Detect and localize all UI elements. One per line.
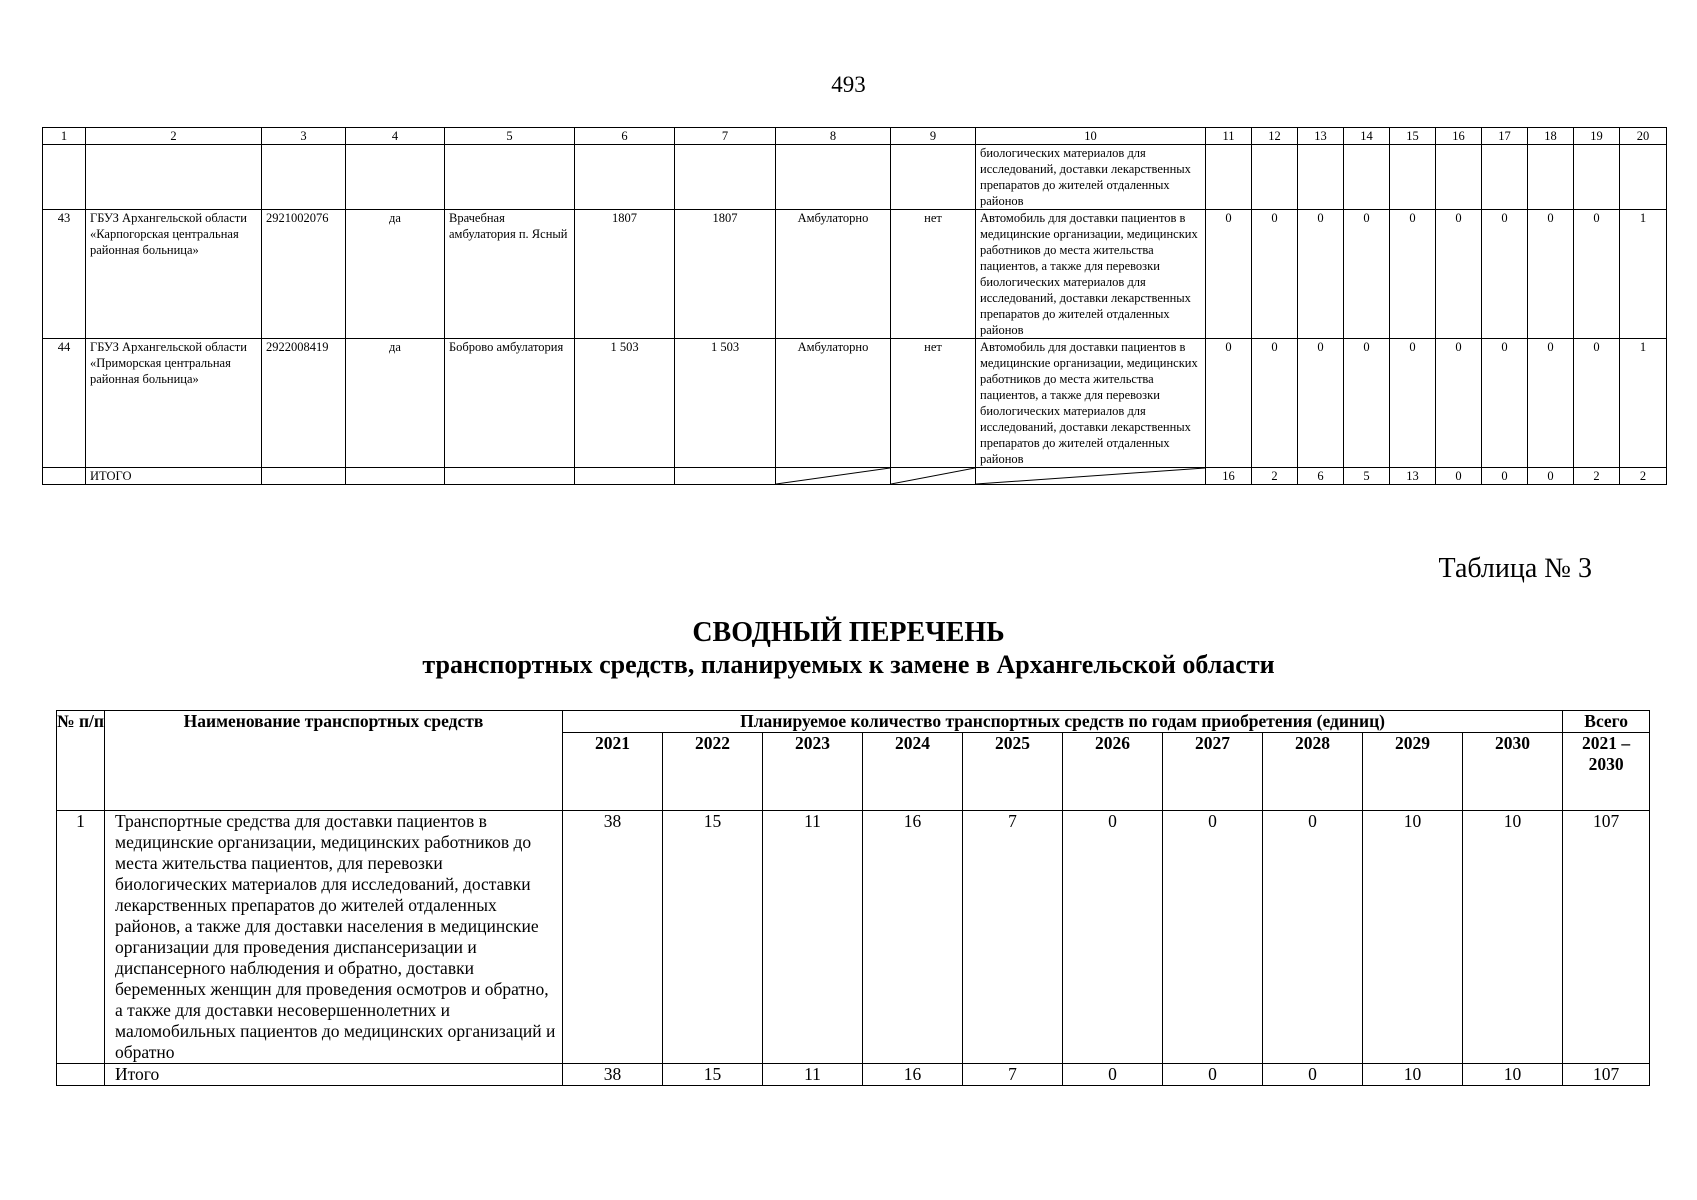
year-value: 7: [963, 811, 1063, 1064]
year-cell: 0: [1574, 339, 1620, 468]
year-value: 10: [1363, 811, 1463, 1064]
total-year-value: 11: [763, 1064, 863, 1086]
table-row: [43, 339, 1667, 468]
year-cell: 1: [1620, 210, 1667, 339]
col-header: 3: [262, 128, 346, 145]
document-title: СВОДНЫЙ ПЕРЕЧЕНЬ: [692, 617, 1005, 648]
year-cell: 0: [1298, 339, 1344, 468]
year-cell: 0: [1436, 339, 1482, 468]
inn-cell: 2921002076: [262, 210, 346, 339]
col-header: 12: [1252, 128, 1298, 145]
org-cell: ГБУЗ Архангельской области «Приморская центральная районная больница»: [86, 339, 262, 468]
inn-cell: 2922008419: [262, 339, 346, 468]
purpose-cell: Автомобиль для доставки пациентов в медицинские организации, медицинских работников до места жительства пациентов, а также для перевозки биологических материалов для исследований, доставки лекарственных препаратов до жителей отдаленных районов: [976, 210, 1206, 339]
year-header: 2028: [1263, 733, 1363, 811]
col-total-header: Всего: [1563, 711, 1650, 733]
col-header: 11: [1206, 128, 1252, 145]
col-header: 4: [346, 128, 445, 145]
year-cell: 0: [1482, 339, 1528, 468]
total-range-header: 2021 – 2030: [1563, 733, 1650, 811]
year-value: 0: [1163, 811, 1263, 1064]
row-total: 107: [1563, 811, 1650, 1064]
page-number: 493: [831, 72, 866, 97]
availability-cell: нет: [891, 210, 976, 339]
table-row: [43, 210, 1667, 339]
facilities-table-continuation: [42, 127, 1667, 485]
grand-total: 107: [1563, 1064, 1650, 1086]
year-cell: 0: [1390, 210, 1436, 339]
vehicles-summary-table: [56, 710, 1650, 1086]
col-num-header: № п/п: [57, 711, 105, 811]
total-year-value: 0: [1163, 1064, 1263, 1086]
col-header: 17: [1482, 128, 1528, 145]
col-header: 18: [1528, 128, 1574, 145]
header-row: [57, 711, 1650, 733]
year-header: 2030: [1463, 733, 1563, 811]
year-cell: 1: [1620, 339, 1667, 468]
total-year-value: 10: [1363, 1064, 1463, 1086]
total-year-cell: 13: [1390, 468, 1436, 485]
total-year-value: 7: [963, 1064, 1063, 1086]
total-year-cell: 0: [1482, 468, 1528, 485]
vehicle-name-cell: Транспортные средства для доставки пациентов в медицинские организации, медицинских работников до места жительства пациентов, для перевозки биологических материалов для исследований, доставки лекарственных препаратов до жителей отдаленных районов, а также для доставки населения в медицинские организации для проведения диспансеризации и диспансерного наблюдения и обратно, доставки беременных женщин для проведения осмотров и обратно, а также для доставки несовершеннолетних и маломобильных пациентов до медицинских организаций и обратно: [105, 811, 563, 1064]
total-year-value: 10: [1463, 1064, 1563, 1086]
document-subtitle: транспортных средств, планируемых к замене в Архангельской области: [422, 650, 1275, 679]
col-name-header: Наименование транспортных средств: [105, 711, 563, 811]
year-cell: 0: [1344, 210, 1390, 339]
column-number-row: [43, 128, 1667, 145]
col-header: 8: [776, 128, 891, 145]
org-cell: ГБУЗ Архангельской области «Карпогорская центральная районная больница»: [86, 210, 262, 339]
year-header: 2026: [1063, 733, 1163, 811]
year-cell: 0: [1252, 339, 1298, 468]
care-type-cell: Амбулаторно: [776, 210, 891, 339]
col-header: 13: [1298, 128, 1344, 145]
total-year-value: 0: [1063, 1064, 1163, 1086]
year-cell: 0: [1344, 339, 1390, 468]
total-year-cell: 2: [1252, 468, 1298, 485]
total-row: [57, 1064, 1650, 1086]
year-cell: 0: [1390, 339, 1436, 468]
total-year-cell: 2: [1574, 468, 1620, 485]
col-header: 2: [86, 128, 262, 145]
flag-cell: да: [346, 210, 445, 339]
availability-cell: нет: [891, 339, 976, 468]
total-row: [43, 468, 1667, 485]
year-value: 10: [1463, 811, 1563, 1064]
col-header: 6: [575, 128, 675, 145]
total-year-cell: 2: [1620, 468, 1667, 485]
total-year-value: 38: [563, 1064, 663, 1086]
row-number: 1: [57, 811, 105, 1064]
year-header: 2027: [1163, 733, 1263, 811]
col-header: 5: [445, 128, 575, 145]
row-number: 44: [43, 339, 86, 468]
col-header: 20: [1620, 128, 1667, 145]
flag-cell: да: [346, 339, 445, 468]
purpose-cell: Автомобиль для доставки пациентов в медицинские организации, медицинских работников до места жительства пациентов, а также для перевозки биологических материалов для исследований, доставки лекарственных препаратов до жителей отдаленных районов: [976, 339, 1206, 468]
population-cell: 1807: [675, 210, 776, 339]
year-value: 0: [1263, 811, 1363, 1064]
year-value: 38: [563, 811, 663, 1064]
year-header: 2022: [663, 733, 763, 811]
col-header: 19: [1574, 128, 1620, 145]
year-value: 11: [763, 811, 863, 1064]
col-header: 10: [976, 128, 1206, 145]
col-header: 15: [1390, 128, 1436, 145]
year-header: 2029: [1363, 733, 1463, 811]
col-header: 16: [1436, 128, 1482, 145]
col-header: 9: [891, 128, 976, 145]
table-row: [57, 811, 1650, 1064]
year-cell: 0: [1298, 210, 1344, 339]
row-number: 43: [43, 210, 86, 339]
year-cell: 0: [1528, 339, 1574, 468]
year-header: 2021: [563, 733, 663, 811]
facility-cell: Боброво амбулатория: [445, 339, 575, 468]
total-label: Итого: [105, 1064, 563, 1086]
col-group-header: Планируемое количество транспортных средств по годам приобретения (единиц): [563, 711, 1563, 733]
facility-cell: Врачебная амбулатория п. Ясный: [445, 210, 575, 339]
continuation-row: [43, 145, 1667, 210]
year-cell: 0: [1436, 210, 1482, 339]
population-cell: 1 503: [575, 339, 675, 468]
total-label: ИТОГО: [86, 468, 262, 485]
care-type-cell: Амбулаторно: [776, 339, 891, 468]
col-header: 7: [675, 128, 776, 145]
year-cell: 0: [1252, 210, 1298, 339]
year-cell: 0: [1206, 210, 1252, 339]
total-year-cell: 0: [1436, 468, 1482, 485]
year-value: 15: [663, 811, 763, 1064]
total-year-cell: 5: [1344, 468, 1390, 485]
year-cell: 0: [1528, 210, 1574, 339]
year-header: 2023: [763, 733, 863, 811]
year-cell: 0: [1482, 210, 1528, 339]
year-header: 2025: [963, 733, 1063, 811]
crossed-cell: [776, 468, 891, 485]
total-year-value: 0: [1263, 1064, 1363, 1086]
year-value: 16: [863, 811, 963, 1064]
population-cell: 1807: [575, 210, 675, 339]
total-year-cell: 6: [1298, 468, 1344, 485]
total-year-cell: 0: [1528, 468, 1574, 485]
purpose-cell: биологических материалов для исследований, доставки лекарственных препаратов до жителей отдаленных районов: [976, 145, 1206, 210]
total-year-cell: 16: [1206, 468, 1252, 485]
crossed-cell: [976, 468, 1206, 485]
total-year-value: 16: [863, 1064, 963, 1086]
year-value: 0: [1063, 811, 1163, 1064]
year-header: 2024: [863, 733, 963, 811]
total-year-value: 15: [663, 1064, 763, 1086]
crossed-cell: [891, 468, 976, 485]
year-cell: 0: [1574, 210, 1620, 339]
col-header: 14: [1344, 128, 1390, 145]
col-header: 1: [43, 128, 86, 145]
year-cell: 0: [1206, 339, 1252, 468]
population-cell: 1 503: [675, 339, 776, 468]
table-caption: Таблица № 3: [1438, 553, 1592, 584]
